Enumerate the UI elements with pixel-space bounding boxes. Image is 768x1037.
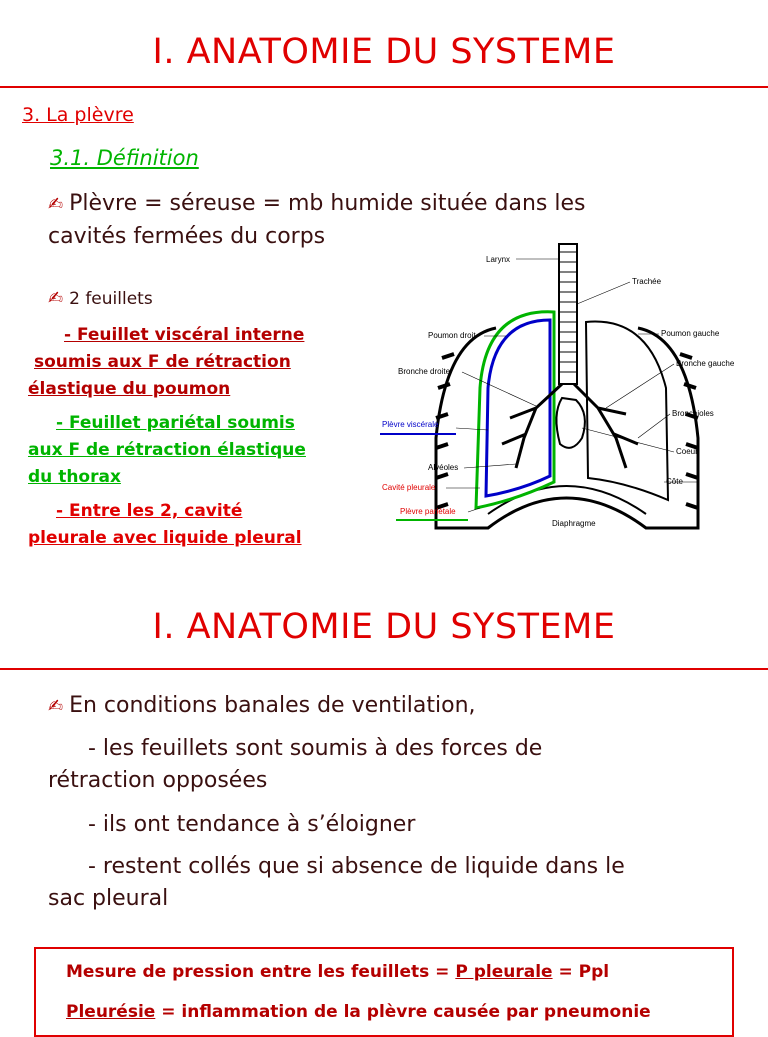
parietal-layer-text (28, 410, 368, 491)
pressure-definition (66, 962, 609, 982)
visceral-pleura-shape (486, 320, 550, 496)
label-bronchioles: Bronchioles (672, 409, 714, 418)
pleurisy-definition (66, 1002, 651, 1022)
parietal-line2: aux F de rétraction élastique (28, 440, 306, 460)
label-poumon-gauche: Poumon gauche (661, 329, 720, 338)
visceral-line1: - Feuillet viscéral interne (64, 325, 305, 345)
definition-line1: Plèvre = séreuse = mb humide située dans les (69, 191, 586, 216)
label-bronche-gauche: Bronche gauche (676, 359, 735, 368)
pleurisy-suffix: = inflammation de la plèvre causée par pneumonie (155, 1002, 651, 1022)
hand-pointing-icon: ✍ (48, 194, 64, 215)
item-opposed-forces (48, 733, 758, 797)
two-layers-text: 2 feuillets (69, 289, 153, 309)
cavity-line2: pleurale avec liquide pleural (28, 528, 302, 548)
label-cote: Côte (666, 477, 683, 486)
item1-line1: - les feuillets sont soumis à des forces de (88, 736, 543, 761)
pleurisy-term: Pleurésie (66, 1002, 156, 1022)
pressure-term: P pleurale (455, 962, 553, 982)
pressure-suffix: = Ppl (552, 962, 610, 982)
label-plevre-parietale: Plèvre pariétale (400, 507, 456, 516)
label-plevre-viscerale: Plèvre viscérale (382, 420, 439, 429)
item3-line2: sac pleural (48, 886, 169, 911)
parietal-line3: du thorax (28, 467, 121, 487)
definition-line2: cavités fermées du corps (48, 224, 326, 249)
item2-text: - ils ont tendance à s’éloigner (88, 812, 416, 837)
title-divider (0, 668, 768, 670)
label-alveoles: Alvéoles (428, 463, 459, 472)
item-tendency-separate (48, 809, 758, 841)
label-coeur: Coeur (676, 447, 698, 456)
cavity-line1: - Entre les 2, cavité (56, 501, 243, 521)
item1-line2: rétraction opposées (48, 768, 268, 793)
title-divider (0, 86, 768, 88)
hand-pointing-icon: ✍ (48, 696, 64, 717)
pleural-cavity-text (28, 498, 368, 552)
lung-anatomy-diagram (376, 238, 756, 538)
label-trachee: Trachée (632, 277, 662, 286)
heart-shape (556, 398, 584, 448)
slide2-title: I. ANATOMIE DU SYSTEME (152, 607, 616, 647)
visceral-line2: soumis aux F de rétraction (34, 352, 291, 372)
pressure-prefix: Mesure de pression entre les feuillets = (66, 962, 456, 982)
ribs-left (436, 354, 454, 508)
label-cavite-pleurale: Cavité pleurale (382, 483, 436, 492)
subsection-heading: 3.1. Définition (50, 146, 199, 170)
label-larynx: Larynx (486, 255, 511, 264)
visceral-line3: élastique du poumon (28, 379, 231, 399)
hand-pointing-icon: ✍ (48, 288, 64, 309)
ventilation-intro (48, 690, 758, 723)
item-stay-attached (48, 851, 758, 915)
label-poumon-droit: Poumon droit (428, 331, 476, 340)
bullet-two-layers (48, 288, 153, 309)
parietal-line1: - Feuillet pariétal soumis (56, 413, 295, 433)
item3-line1: - restent collés que si absence de liquide dans le (88, 854, 625, 879)
section-heading: 3. La plèvre (22, 104, 134, 126)
slide1-title: I. ANATOMIE DU SYSTEME (152, 32, 616, 72)
label-diaphragme: Diaphragme (552, 519, 596, 528)
label-bronche-droite: Bronche droite (398, 367, 451, 376)
visceral-layer-text (28, 322, 368, 403)
trachea-shape (559, 244, 577, 384)
intro-text: En conditions banales de ventilation, (69, 693, 476, 718)
